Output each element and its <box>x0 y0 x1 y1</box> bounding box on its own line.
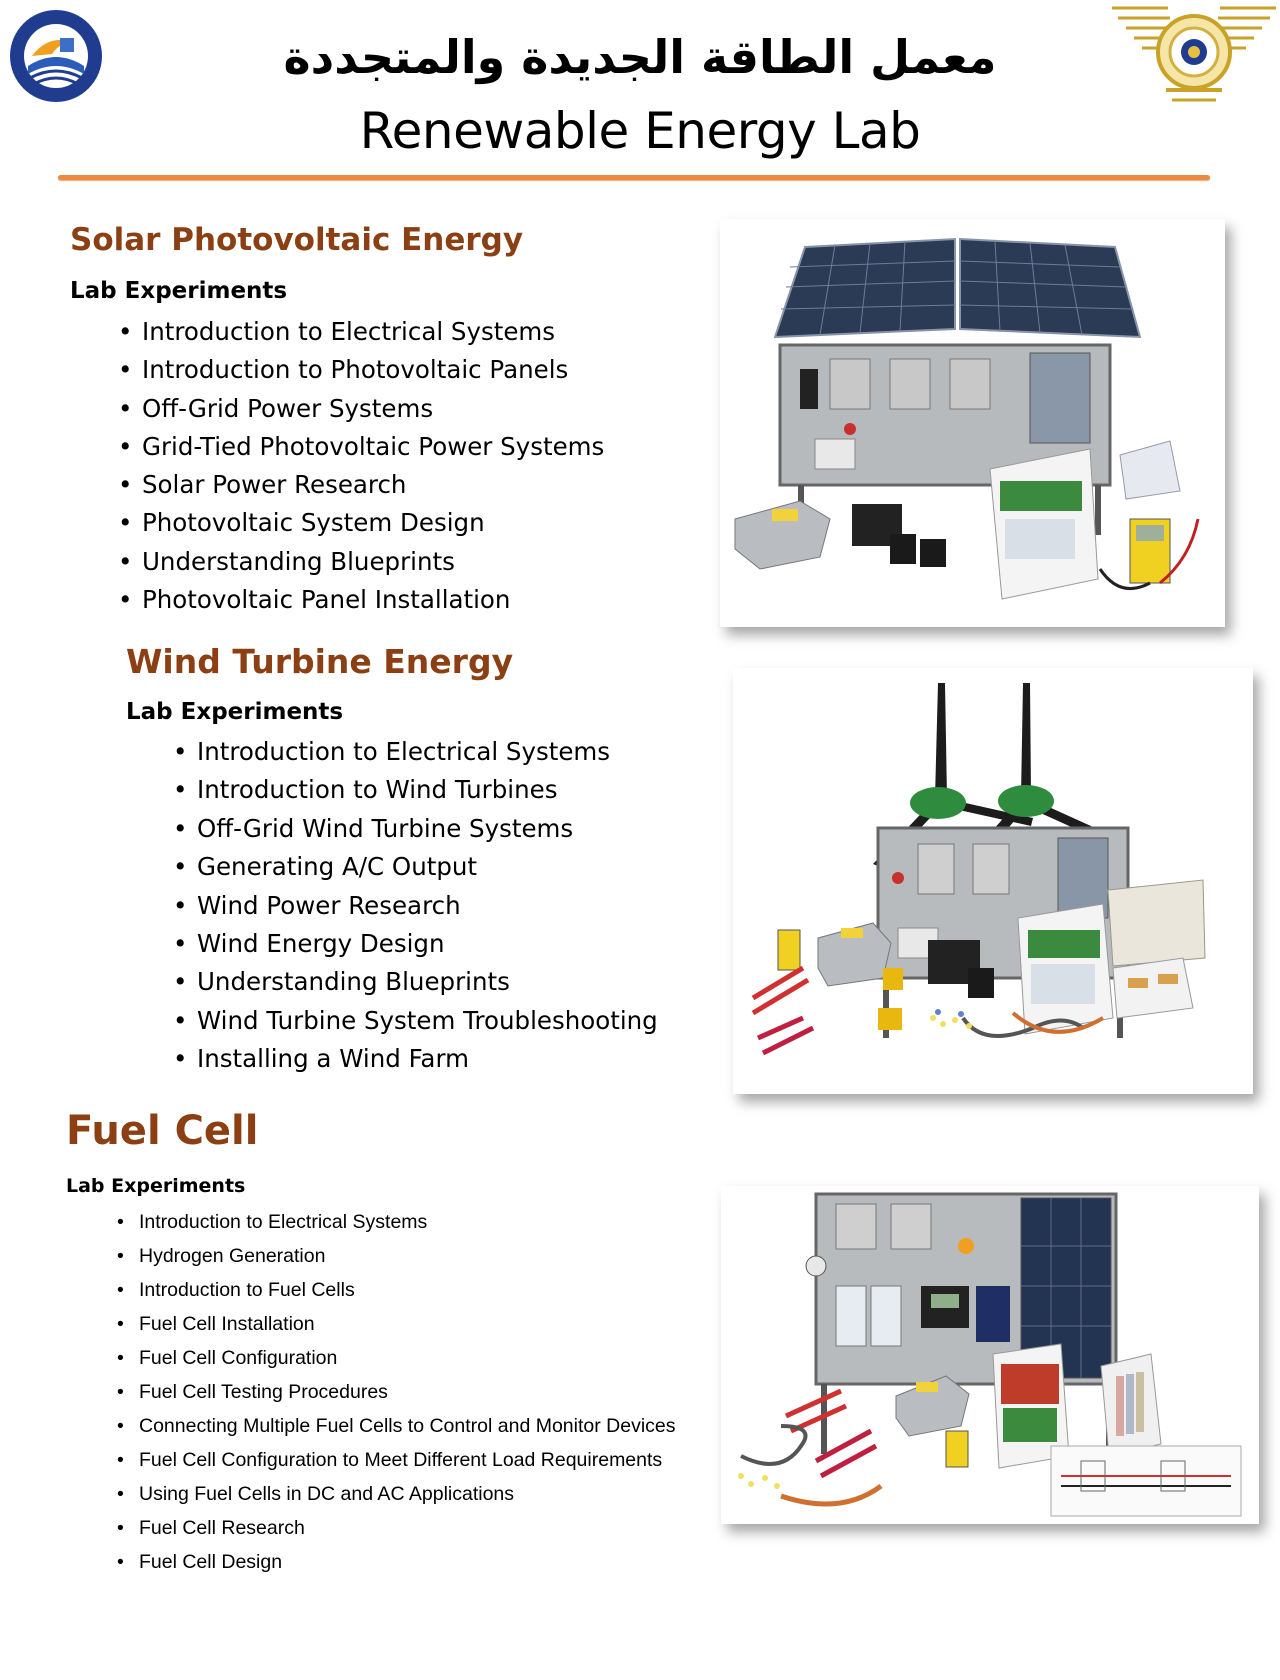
list-item: • Introduction to Electrical Systems <box>139 1205 676 1239</box>
list-item: • Fuel Cell Research <box>139 1511 676 1545</box>
list-item: • Off-Grid Wind Turbine Systems <box>197 810 658 848</box>
fuel-cell-trainer-photo <box>721 1186 1259 1524</box>
wind-lab-experiments-heading: Lab Experiments <box>126 699 344 725</box>
solar-section-title: Solar Photovoltaic Energy <box>70 222 524 258</box>
wind-experiments-list <box>197 733 658 1079</box>
list-item: • Wind Turbine System Troubleshooting <box>197 1002 658 1040</box>
list-item: • Fuel Cell Installation <box>139 1307 676 1341</box>
list-item: • Photovoltaic Panel Installation <box>142 581 604 619</box>
list-item: • Generating A/C Output <box>197 848 658 886</box>
fuel-cell-section-title: Fuel Cell <box>66 1108 259 1154</box>
wind-section-title: Wind Turbine Energy <box>126 642 514 681</box>
list-item: • Introduction to Electrical Systems <box>142 313 604 351</box>
list-item: • Connecting Multiple Fuel Cells to Control and Monitor Devices <box>139 1409 676 1443</box>
list-item: • Fuel Cell Testing Procedures <box>139 1375 676 1409</box>
list-item: • Photovoltaic System Design <box>142 504 604 542</box>
solar-lab-experiments-heading: Lab Experiments <box>70 278 288 304</box>
fuel-cell-experiments-list <box>139 1205 676 1579</box>
list-item: • Introduction to Photovoltaic Panels <box>142 351 604 389</box>
solar-trainer-photo <box>720 219 1225 627</box>
list-item: • Introduction to Fuel Cells <box>139 1273 676 1307</box>
list-item: • Wind Energy Design <box>197 925 658 963</box>
list-item: • Using Fuel Cells in DC and AC Applications <box>139 1477 676 1511</box>
list-item: • Solar Power Research <box>142 466 604 504</box>
list-item: • Fuel Cell Configuration to Meet Different Load Requirements <box>139 1443 676 1477</box>
list-item: • Hydrogen Generation <box>139 1239 676 1273</box>
list-item: • Introduction to Wind Turbines <box>197 771 658 809</box>
list-item: • Fuel Cell Configuration <box>139 1341 676 1375</box>
list-item: • Wind Power Research <box>197 887 658 925</box>
page-title-arabic: معمل الطاقة الجديدة والمتجددة <box>283 30 997 84</box>
list-item: • Understanding Blueprints <box>142 543 604 581</box>
list-item: • Installing a Wind Farm <box>197 1040 658 1078</box>
solar-experiments-list <box>142 313 604 619</box>
page-title-english: Renewable Energy Lab <box>359 102 921 160</box>
list-item: • Off-Grid Power Systems <box>142 390 604 428</box>
list-item: • Fuel Cell Design <box>139 1545 676 1579</box>
header-divider <box>58 175 1210 180</box>
fuel-cell-lab-experiments-heading: Lab Experiments <box>66 1175 246 1197</box>
wind-trainer-photo <box>733 668 1253 1094</box>
list-item: • Introduction to Electrical Systems <box>197 733 658 771</box>
list-item: • Grid-Tied Photovoltaic Power Systems <box>142 428 604 466</box>
list-item: • Understanding Blueprints <box>197 963 658 1001</box>
